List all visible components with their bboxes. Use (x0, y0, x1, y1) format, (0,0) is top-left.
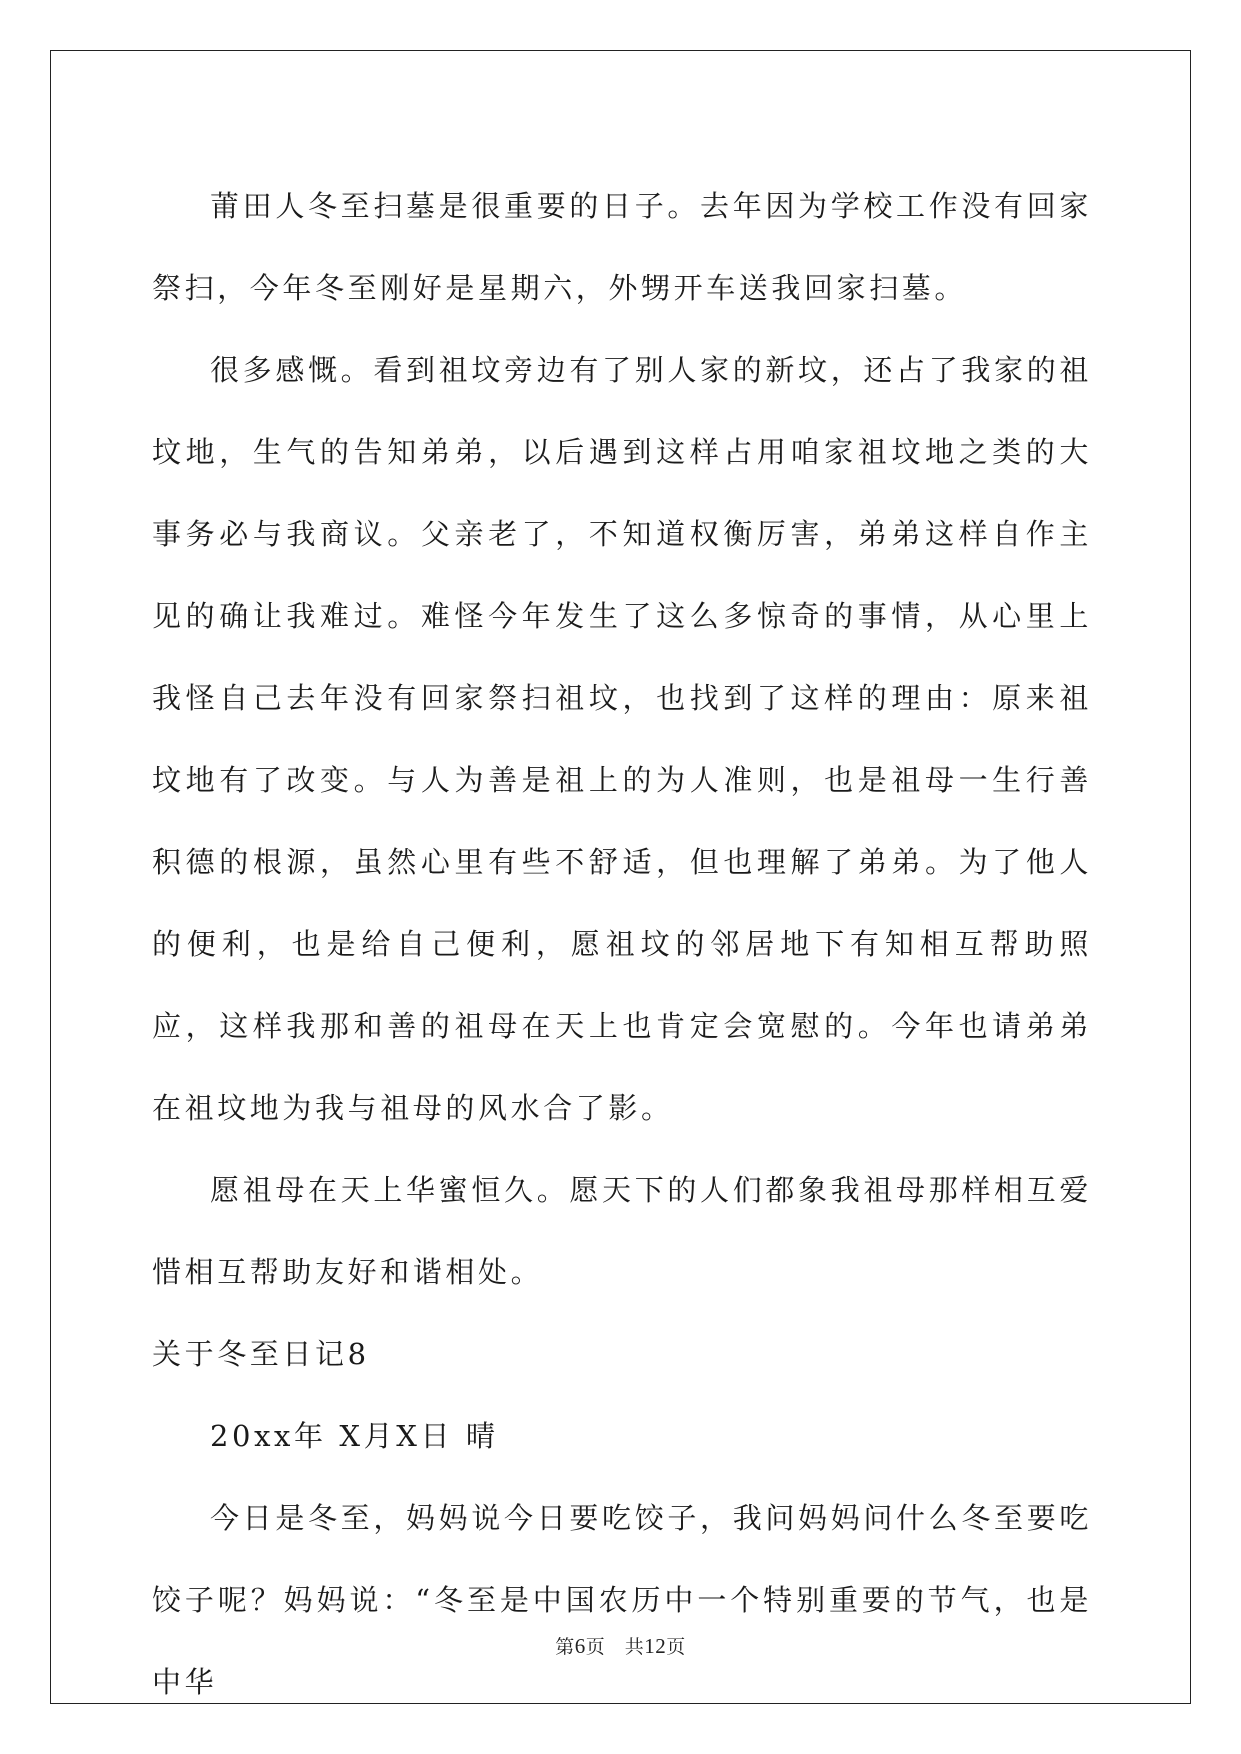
footer-mid: 页 共 (585, 1636, 645, 1658)
paragraph-4: 今日是冬至，妈妈说今日要吃饺子，我问妈妈问什么冬至要吃饺子呢？妈妈说：“冬至是中国农历中一个特别重要的节气，也是中华 (152, 1501, 1092, 1699)
total-page-count: 12 (644, 1634, 667, 1658)
paragraph-3: 愿祖母在天上华蜜恒久。愿天下的人们都象我祖母那样相互爱惜相互帮助友好和谐相处。 (152, 1173, 1092, 1289)
diary-dateline: 20xx年 X月X日 晴 (210, 1419, 499, 1453)
footer-suffix: 页 (666, 1636, 686, 1658)
current-page-number: 6 (574, 1634, 586, 1658)
paragraph-2: 很多感慨。看到祖坟旁边有了别人家的新坟，还占了我家的祖坟地，生气的告知弟弟，以后遇到这样占用咱家祖坟地之类的大事务必与我商议。父亲老了，不知道权衡厉害，弟弟这样自作主见的确让我难过。难怪今年发生了这么多惊奇的事情，从心里上我怪自己去年没有回家祭扫祖坟，也找到了这样的理由：原来祖坟地有了改变。与人为善是祖上的为人准则，也是祖母一生行善积德的根源，虽然心里有些不舒适，但也理解了弟弟。为了他人的便利，也是给自己便利，愿祖坟的邻居地下有知相互帮助照应，这样我那和善的祖母在天上也肯定会宽慰的。今年也请弟弟在祖坟地为我与祖母的风水合了影。 (152, 353, 1092, 1125)
footer-prefix: 第 (555, 1636, 575, 1658)
paragraph-1: 莆田人冬至扫墓是很重要的日子。去年因为学校工作没有回家祭扫，今年冬至刚好是星期六，外甥开车送我回家扫墓。 (152, 189, 1092, 305)
document-body (152, 165, 1092, 1723)
page-footer (0, 1632, 1241, 1659)
section-heading: 关于冬至日记8 (152, 1337, 370, 1371)
